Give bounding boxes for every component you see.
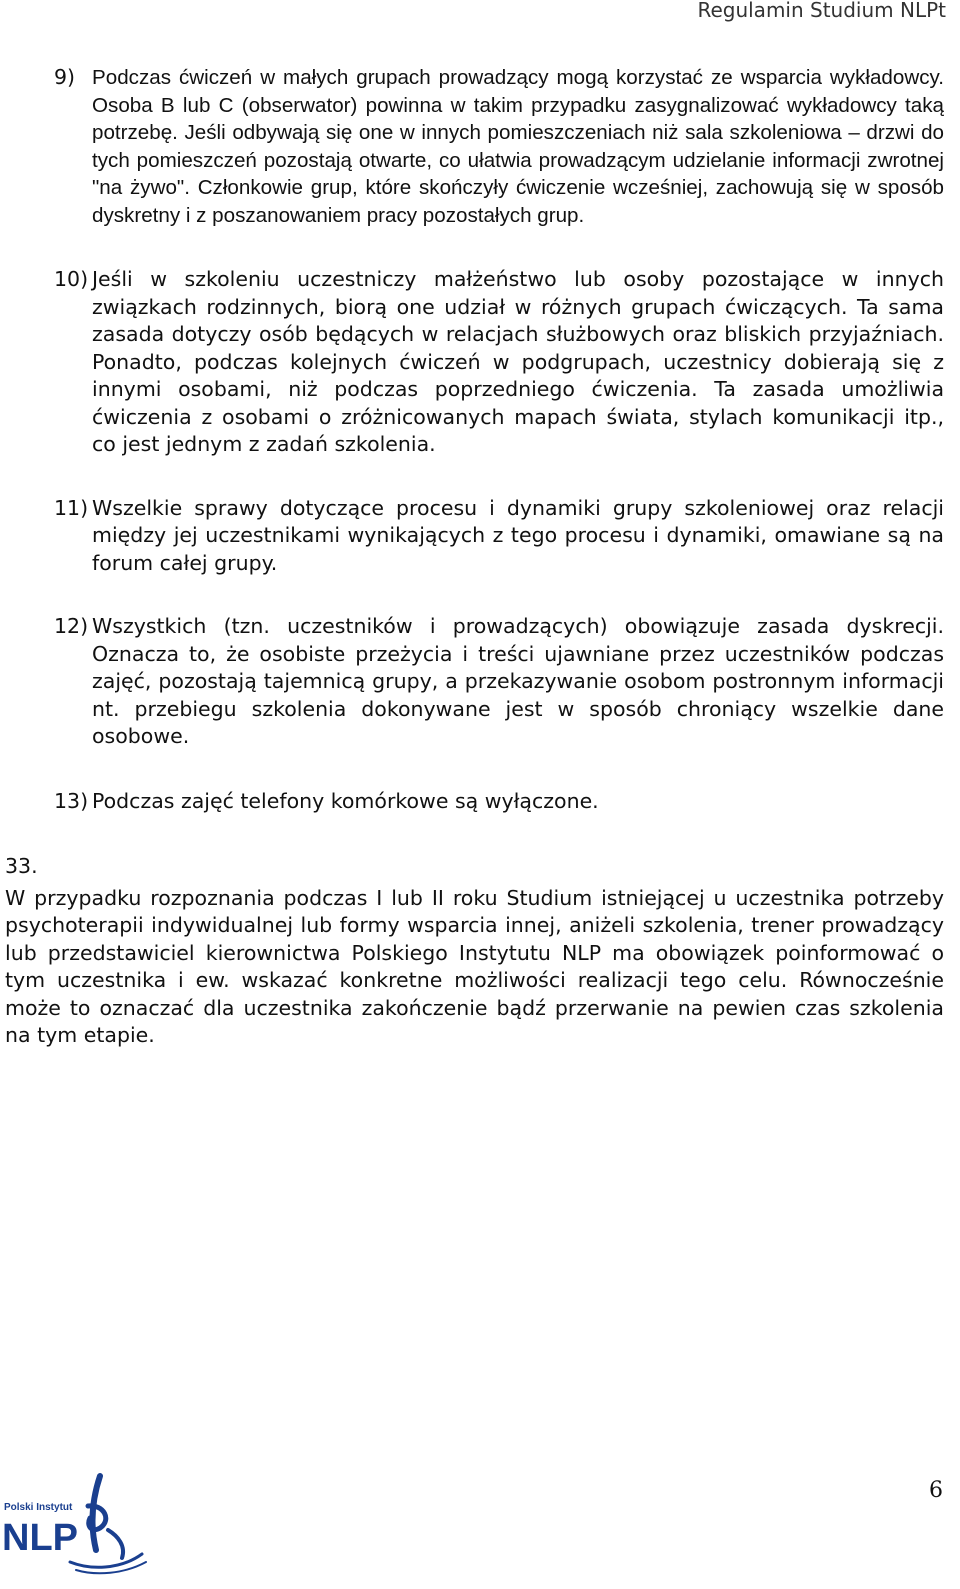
section-text: W przypadku rozpoznania podczas I lub II roku Studium istniejącej u uczestnika potrzeby psychoterapii indywidualnej lub formy wsparcia innej, aniżeli szkolenia, trener prowadzący lub przedstawiciel kierownictwa Polskiego Instytutu NLP ma obowiązek poinformować o tym uczestnika i ew. wskazać konkretne możliwości realizacji tego celu. Równocześnie może to oznaczać dla uczestnika zakończenie bądź przerwanie na pewien czas szkolenia na tym etapie. [5, 885, 944, 1047]
section-number: 33. [5, 854, 38, 878]
list-item-number: 12) [54, 614, 89, 638]
list-item-11 [54, 495, 944, 578]
list-item-text: Wszelkie sprawy dotyczące procesu i dynamiki grupy szkoleniowej oraz relacji między jej uczestnikami wynikających z tego procesu i dynamiki, omawiane są na forum całej grupy. [92, 495, 944, 575]
list-item-number: 9) [54, 65, 76, 89]
logo-main-text: NLP [2, 1517, 78, 1559]
list-item-text: Jeśli w szkoleniu uczestniczy małżeństwo lub osoby pozostające w innych związkach rodzinnych, biorą one udział w różnych grupach ćwiczących. Ta sama zasada dotyczy osób będących w relacjach służbowych oraz bliskich przyjaźniach. Ponadto, podczas kolejnych ćwiczeń w podgrupach, uczestnicy dobierają się z innymi osobami, niż podczas poprzedniego ćwiczenia. Ta zasada umożliwia ćwiczenia z osobami o zróżnicowanych mapach świata, stylach komunikacji itp., co jest jednym z zadań szkolenia. [92, 267, 944, 456]
list-item-10 [54, 266, 944, 459]
polski-instytut-nlp-logo [0, 1470, 150, 1580]
list-item-number: 11) [54, 495, 89, 520]
page-header-title: Regulamin Studium NLPt [697, 0, 946, 22]
list-item-12 [54, 613, 944, 751]
document-body [0, 64, 960, 1050]
list-item-text: Wszystkich (tzn. uczestników i prowadzących) obowiązuje zasada dyskrecji. Oznacza to, że osobiste przeżycia i treści ujawniane przez uczestników podczas zajęć, pozostają tajemnicą grupy, a przekazywanie osobom postronnym informacji nt. przebiegu szkolenia dokonywane jest w sposób chroniący wszelkie dane osobowe. [92, 614, 944, 748]
list-item-13 [54, 788, 944, 816]
list-item-text: Podczas zajęć telefony komórkowe są wyłączone. [92, 788, 599, 813]
logo-graphic-icon [0, 1470, 150, 1580]
list-item-number: 13) [54, 788, 89, 813]
list-item-number: 10) [54, 267, 89, 291]
list-item-9 [54, 64, 944, 229]
list-item-text: Podczas ćwiczeń w małych grupach prowadzący mogą korzystać ze wsparcia wykładowcy. Osoba B lub C (obserwator) powinna w takim przypadku zasygnalizować wykładowcy taką potrzebę. Jeśli odbywają się one w innych pomieszczeniach niż sala szkoleniowa – drzwi do tych pomieszczeń pozostają otwarte, co ułatwia prowadzącym udzielanie informacji zwrotnej "na żywo". Członkowie grup, które skończyły ćwiczenie wcześniej, zachowują się w sposób dyskretny i z poszanowaniem pracy pozostałych grup. [92, 66, 944, 227]
logo-top-text: Polski Instytut [4, 1502, 73, 1513]
page-number: 6 [929, 1478, 943, 1503]
